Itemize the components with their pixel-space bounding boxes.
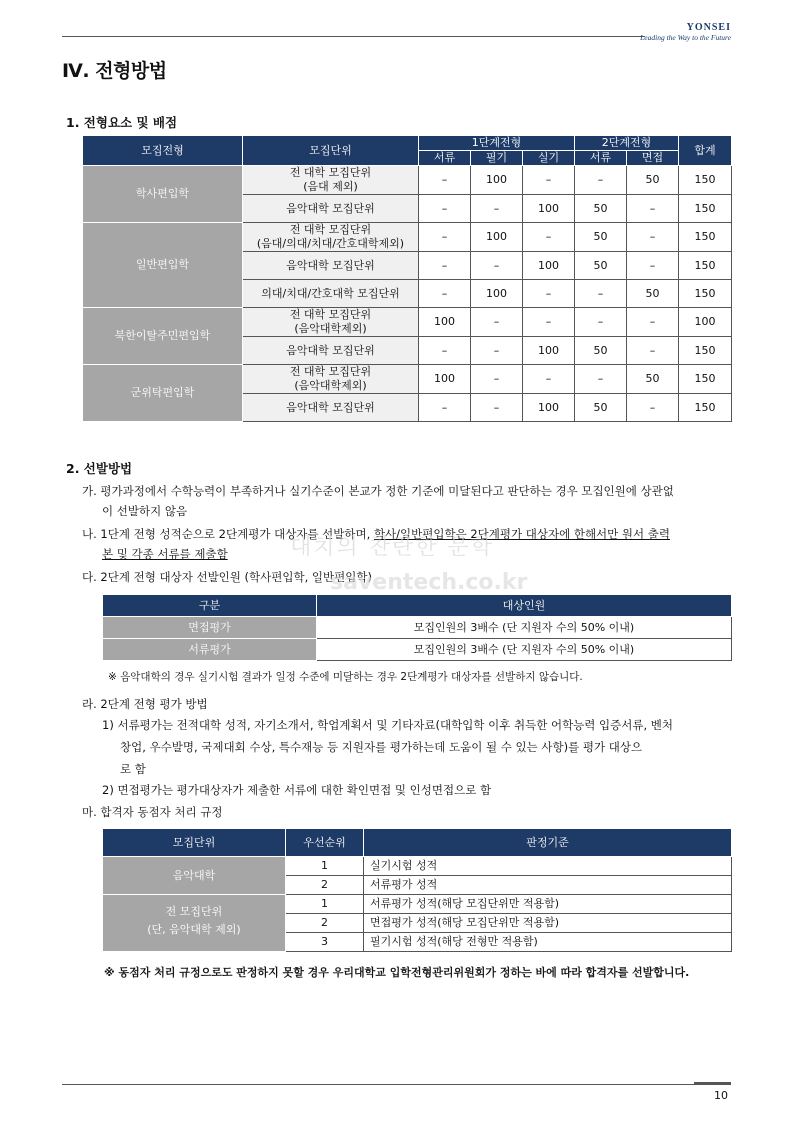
criteria-cell: 필기시험 성적(해당 전형만 적용함): [364, 933, 732, 952]
table-row: [83, 166, 732, 195]
header-interview: 면접: [627, 151, 679, 166]
score-cell: 100: [419, 308, 471, 337]
score-cell: –: [471, 394, 523, 422]
category-cell: 서류평가: [103, 639, 317, 661]
total-cell: 150: [679, 365, 732, 394]
header-rank: 우선순위: [286, 829, 364, 857]
criteria-cell: 실기시험 성적: [364, 857, 732, 876]
brand-name: YONSEI: [686, 22, 731, 33]
watermark-url: saventech.co.kr: [330, 570, 528, 595]
subsection-title-1: 1. 전형요소 및 배점: [66, 115, 178, 130]
brand-tagline: Leading the Way to the Future: [640, 33, 731, 42]
score-cell: 100: [471, 280, 523, 308]
header-rule: [62, 36, 645, 37]
total-cell: 150: [679, 195, 732, 223]
item-ra1-line1: 1) 서류평가는 전적대학 성적, 자기소개서, 학업계획서 및 기타자료(대학입학 이후 취득한 어학능력 입증서류, 벤처: [102, 718, 674, 732]
total-cell: 150: [679, 280, 732, 308]
table-row: [103, 895, 732, 914]
score-cell: –: [627, 308, 679, 337]
table-row: [103, 617, 732, 639]
total-cell: 150: [679, 223, 732, 252]
item-ra1-line2: 창업, 우수발명, 국제대회 수상, 특수재능 등 지원자를 평가하는데 도움이 될 수 있는 사항)를 평가 대상으: [120, 740, 643, 754]
score-cell: –: [627, 195, 679, 223]
score-cell: –: [627, 394, 679, 422]
item-ra: 라. 2단계 전형 평가 방법: [82, 697, 208, 711]
header-category: 구분: [103, 595, 317, 617]
score-cell: 50: [627, 280, 679, 308]
group-cell: 전 모집단위 (단, 음악대학 제외): [103, 895, 286, 952]
score-cell: –: [471, 308, 523, 337]
header-stage2: 2단계전형: [575, 136, 679, 151]
criteria-cell: 서류평가 성적: [364, 876, 732, 895]
brand-logo: [640, 22, 731, 42]
score-cell: –: [575, 308, 627, 337]
score-cell: 50: [575, 252, 627, 280]
score-cell: –: [523, 308, 575, 337]
score-cell: 50: [575, 337, 627, 365]
score-cell: –: [627, 252, 679, 280]
footer-mark: [694, 1082, 731, 1085]
watermark-text: 대치의 찬란한 문학: [290, 535, 495, 560]
score-cell: –: [471, 195, 523, 223]
target-cell: 모집인원의 3배수 (단 지원자 수의 50% 이내): [317, 639, 732, 661]
header-total: 합계: [679, 136, 732, 166]
score-cell: –: [523, 166, 575, 195]
rank-cell: 2: [286, 876, 364, 895]
group-cell: 북한이탈주민편입학: [83, 308, 243, 365]
note-music: ※ 음악대학의 경우 실기시험 결과가 일정 수준에 미달하는 경우 2단계평가 대상자를 선발하지 않습니다.: [108, 671, 583, 683]
rank-cell: 2: [286, 914, 364, 933]
rank-cell: 1: [286, 895, 364, 914]
unit-cell: 음악대학 모집단위: [243, 252, 419, 280]
header-criteria: 판정기준: [364, 829, 732, 857]
header-doc1: 서류: [419, 151, 471, 166]
score-cell: –: [471, 365, 523, 394]
total-cell: 150: [679, 166, 732, 195]
score-cell: –: [419, 337, 471, 365]
unit-cell: 의대/치대/간호대학 모집단위: [243, 280, 419, 308]
header-type: 모집전형: [83, 136, 243, 166]
score-cell: –: [419, 252, 471, 280]
score-cell: –: [523, 223, 575, 252]
item-ma: 마. 합격자 동점자 처리 규정: [82, 805, 223, 819]
score-cell: 100: [419, 365, 471, 394]
score-cell: 50: [627, 365, 679, 394]
note-tiebreak: ※ 동점자 처리 규정으로도 판정하지 못할 경우 우리대학교 입학전형관리위원회가 정하는 바에 따라 합격자를 선발합니다.: [104, 966, 690, 979]
footer-rule: [62, 1084, 731, 1085]
target-cell: 모집인원의 3배수 (단 지원자 수의 50% 이내): [317, 617, 732, 639]
table-row: [83, 308, 732, 337]
score-cell: –: [419, 166, 471, 195]
score-cell: –: [523, 280, 575, 308]
criteria-cell: 면접평가 성적(해당 모집단위만 적용함): [364, 914, 732, 933]
unit-cell: 전 대학 모집단위 (음대 제외): [243, 166, 419, 195]
score-cell: –: [627, 337, 679, 365]
score-table: [82, 135, 732, 422]
table-row: [103, 639, 732, 661]
item-ga-line2: 이 선발하지 않음: [102, 504, 188, 518]
unit-cell: 음악대학 모집단위: [243, 337, 419, 365]
unit-cell: 전 대학 모집단위 (음악대학제외): [243, 308, 419, 337]
group-cell: 군위탁편입학: [83, 365, 243, 422]
section-title: Ⅳ. 전형방법: [62, 60, 167, 82]
total-cell: 150: [679, 252, 732, 280]
table-row: [83, 365, 732, 394]
score-cell: 100: [523, 337, 575, 365]
item-na-line2: 본 및 각종 서류를 제출함: [102, 547, 228, 561]
header-doc2: 서류: [575, 151, 627, 166]
total-cell: 150: [679, 337, 732, 365]
total-cell: 150: [679, 394, 732, 422]
score-cell: 100: [471, 223, 523, 252]
score-cell: 50: [575, 195, 627, 223]
score-cell: –: [471, 337, 523, 365]
unit-cell: 전 대학 모집단위 (음악대학제외): [243, 365, 419, 394]
score-cell: –: [627, 223, 679, 252]
group-cell: 일반편입학: [83, 223, 243, 308]
table-row: [83, 223, 732, 252]
score-cell: 100: [523, 252, 575, 280]
score-cell: –: [419, 223, 471, 252]
selection-table: [102, 594, 732, 661]
score-cell: –: [419, 280, 471, 308]
item-da: 다. 2단계 전형 대상자 선발인원 (학사편입학, 일반편입학): [82, 570, 372, 584]
score-cell: –: [523, 365, 575, 394]
item-na-line1: 나. 1단계 전형 성적순으로 2단계평가 대상자를 선발하며, 학사/일반편입학은 2단계평가 대상자에 한해서만 원서 출력: [82, 527, 671, 541]
table-row: [103, 857, 732, 876]
header-written: 필기: [471, 151, 523, 166]
criteria-cell: 서류평가 성적(해당 모집단위만 적용함): [364, 895, 732, 914]
header-target: 대상인원: [317, 595, 732, 617]
score-cell: –: [419, 394, 471, 422]
score-cell: 100: [523, 394, 575, 422]
category-cell: 면접평가: [103, 617, 317, 639]
group-cell: 음악대학: [103, 857, 286, 895]
header-practical: 실기: [523, 151, 575, 166]
unit-cell: 음악대학 모집단위: [243, 394, 419, 422]
item-ga-line1: 가. 평가과정에서 수학능력이 부족하거나 실기수준이 본교가 정한 기준에 미달된다고 판단하는 경우 모집인원에 상관없: [82, 484, 674, 498]
unit-cell: 전 대학 모집단위 (음대/의대/치대/간호대학제외): [243, 223, 419, 252]
score-cell: –: [575, 365, 627, 394]
subsection-title-2: 2. 선발방법: [66, 461, 133, 476]
score-cell: –: [471, 252, 523, 280]
tiebreak-table: [102, 828, 732, 952]
item-ra1-line3: 로 함: [120, 762, 146, 776]
group-cell: 학사편입학: [83, 166, 243, 223]
score-cell: –: [575, 166, 627, 195]
header-stage1: 1단계전형: [419, 136, 575, 151]
item-ra2: 2) 면접평가는 평가대상자가 제출한 서류에 대한 확인면접 및 인성면접으로 함: [102, 783, 492, 797]
header-unit: 모집단위: [103, 829, 286, 857]
rank-cell: 1: [286, 857, 364, 876]
rank-cell: 3: [286, 933, 364, 952]
score-cell: –: [575, 280, 627, 308]
score-cell: 50: [627, 166, 679, 195]
score-cell: 100: [523, 195, 575, 223]
header-unit: 모집단위: [243, 136, 419, 166]
score-cell: 100: [471, 166, 523, 195]
unit-cell: 음악대학 모집단위: [243, 195, 419, 223]
score-cell: 50: [575, 394, 627, 422]
total-cell: 100: [679, 308, 732, 337]
page-number: 10: [714, 1089, 728, 1102]
score-cell: –: [419, 195, 471, 223]
score-cell: 50: [575, 223, 627, 252]
